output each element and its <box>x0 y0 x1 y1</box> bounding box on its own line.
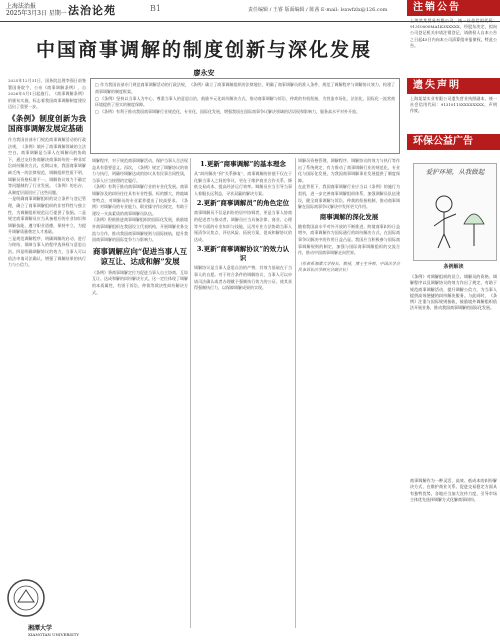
ad-head: 环保公益广告 <box>407 134 500 150</box>
university-logo <box>6 578 78 644</box>
numbered-subhead: 3.更新“商事调解协议”的效力认识 <box>196 245 290 263</box>
key-point: □ 作为我国首部专门规范商事调解活动的行政法规，《条例》确立了商事调解组织的法律地位，明确了商事调解员的准入条件，规范了调解程序与调解协议效力，构建了商事调解的制度框架。 <box>95 82 395 94</box>
article-column-4 <box>298 158 400 628</box>
article-title: 中国商事调解的制度创新与深化发展 <box>35 39 372 61</box>
cartoon-illustration-icon <box>414 164 496 260</box>
paragraph: 三是规范调解程序，明确调解的启动、进行与终结，保障当事人的程序选择权与意思自治。四是明确调解协议的效力，当事人可以依法申请司法确认，增强了调解结果的执行力与公信力。 <box>8 235 86 268</box>
subhead-1: 《条例》制度创新为我国商事调解发展定基础 <box>8 113 86 133</box>
author-note: （作者系湘潭大学校长、教授，博士生导师，中国法学会民事诉讼法学研究会副会长） <box>298 260 400 273</box>
sidebar-subhead-label: 条例解读 <box>443 264 464 270</box>
paragraph: 《条例》积极推进商事调解组织的国际化发展，鼓励境外商事调解组织在我国设立代表机构，开展调解业务交流与合作，推动我国商事调解规则与国际接轨，提升我国商事调解的国际竞争力与影响力。 <box>92 217 188 243</box>
paragraph: 随着我国高水平对外开放的不断推进，跨境商事纠纷日益增多，商事调解作为国际通行的纠纷解决方式，在国际商事争议解决中的作用日益凸显。我国应当积极参与国际商事调解规则的制定，加强与国际商事调解组织的交流合作，推动中国商事调解走向世界。 <box>298 223 400 256</box>
paragraph: 调解员资格管理、调解程序、调解协议的效力与执行等作出了系统规定，有力推动了商事调解行业的规范化、专业化与国际化发展，为我国商事调解事业发展提供了制度保障。 <box>298 158 400 183</box>
paragraph: 《条例》有利于推动商事调解行业的专业化发展。商事调解涉及的纠纷往往具有专业性强、标的额大、跨地域等特点，对调解员的专业素养提出了较高要求。《条例》对调解员的专业能力、职业操守作出规定，有助于建设一支高素质的商事调解员队伍。 <box>92 184 188 216</box>
paragraph: 调解协议是当事人意思自治的产物，其效力基础在于当事人的自愿。对于符合条件的调解协议，当事人可以申请司法确认或者办理赋予强制执行效力的公证，使其获得强制执行力，以保障调解成果的实现。 <box>194 265 292 291</box>
numbered-subhead: 2.更新“商事调解员”的角色定位 <box>196 199 290 208</box>
article-byline: 廖永安 <box>193 68 215 77</box>
logo-brand: 湘潭大学 <box>28 625 53 632</box>
notice-head: 注销公告 <box>407 0 500 16</box>
paragraph: 商事调解员不仅是纠纷的居中协调者，更是当事人协商的促进者与推动者。调解员应当具备法律、商业、心理等多方面的专业知识与技能，运用专业方法协助当事人厘清争议焦点、评估风险、拓展方案，促成和解协议的达成。 <box>194 210 292 242</box>
lost-declaration-text: 上海某某实业有限公司遗失营业执照副本，统一社会信用代码：91310115XXXXXXXX，声明作废。 <box>410 96 497 114</box>
numbered-subhead: 1.更新“商事调解”的基本理念 <box>200 160 286 168</box>
sidebar-subhead <box>407 262 500 272</box>
paragraph: 一是明确商事调解组织的设立条件与登记管理，确立了商事调解组织的非营利性与独立性，为调解组织规范运行提供了依据。二是规定商事调解员应当具备相应的专业知识和调解技能，遵守职业道德，保持中立，为提升调解质量奠定人才基础。 <box>8 196 86 235</box>
emblem-icon <box>6 578 46 618</box>
section-title: 法治论苑 <box>68 4 116 17</box>
key-point: □ 《条例》有利于推动我国商事调解行业规范化、专业化、国际化发展，增强我国在国际商事争议解决领域的话语权和影响力，服务高水平对外开放。 <box>95 109 361 115</box>
article-column-2 <box>92 158 188 628</box>
article-column-3 <box>194 158 292 628</box>
sidebar-paragraph: 《条例》对调解组织的设立、调解员的资格、调解程序以及调解协议的效力作出了规定，有助于规范商事调解活动，提升调解公信力，为当事人提供高效便捷的纠纷解决服务。与此同时，《条例》注重与国际规则接轨，鼓励境外调解组织依法开展业务，推动我国商事调解的国际化发展。 <box>410 274 497 311</box>
key-points-box <box>90 78 400 154</box>
lead-paragraph: 2025年12月31日，国务院总理李强日前签署国务院令，公布《商事调解条例》，自2026年5月1日起施行。《商事调解条例》的颁布实施，标志着我国商事调解制度建设迈出了重要一步。 <box>8 78 86 110</box>
article-column-1 <box>8 78 86 628</box>
section-subhead: 商事调解的深化发展 <box>319 212 379 221</box>
paragraph: 《条例》将商事调解定位为促进当事人自主协商、互谅互让、达成和解的纠纷解决方式。这一定位体现了调解的本质属性，有别于诉讼、仲裁等裁决性纠纷解决方式。 <box>92 269 188 295</box>
cartoon-caption: 爱护环境，从我做起 <box>425 168 485 176</box>
publication-date: 2025年3月3日 星期一 <box>6 10 67 17</box>
notice-text: 上海某某贸易有限公司，统一社会信用代码：91310000MA1K3XXXXX，经股东决定，拟向公司登记机关申请注销登记，请债权人自本公告之日起45日内向本公司清算组申报债权。特此公告。 <box>410 18 497 48</box>
editor-line: 责任编辑 / 王睿 版面编辑 / 陈茜 E-mail: lsxwfzlx@126.com <box>248 7 388 13</box>
column-divider <box>295 158 296 628</box>
sidebar <box>407 0 500 631</box>
paragraph: 从“纠纷解决”到“关系修复”，商事调解的价值不仅在于化解当事人之间的争议，更在于维护商业合作关系、降低交易成本、提高经济运行效率。调解员应当引导当事人着眼长远利益，寻求双赢的解决方案。 <box>194 171 292 196</box>
environment-cartoon <box>413 163 497 261</box>
key-point: □ 《条例》坚持以当事人为中心，尊重当事人的意思自治，鼓励多元化纠纷解决方式，推动商事调解与诉讼、仲裁的有机衔接，为营造市场化、法治化、国际化一流营商环境提供了坚实的制度保障。 <box>95 95 395 108</box>
page-number: B1 <box>150 4 161 13</box>
publication-info <box>6 3 67 17</box>
paragraph: 调解程序，对于规范商事调解活动、保护当事人合法权益具有重要意义。再次，《条例》规定了调解协议的效力与执行，明确经调解达成的协议具有民事合同性质，当事人应当按照约定履行。 <box>92 158 188 183</box>
paragraph: 作为我国首部专门规范商事调解活动的行政法规，《条例》填补了商事调解领域的立法空白。商事调解是当事人在调解员的协助下，通过友好协商解决商事纠纷的一种非诉讼纠纷解决方式。长期以来，我国商事调解缺乏统一的法律规范，调解组织性质不明、调解员资格标准不一、调解协议效力不确定等问题制约了行业发展。《条例》的出台，从制度层面回应了这些问题。 <box>8 136 86 195</box>
article-area <box>0 22 405 637</box>
paragraph: 在此背景下，我国商事调解行业应当以《条例》的施行为契机，进一步完善商事调解组织体系，加强调解员队伍建设，健全商事调解与诉讼、仲裁的衔接机制，推动商事调解在国际商事争议解决中发挥更大作用。 <box>298 184 400 210</box>
sidebar-paragraph: 商事调解作为一种灵活、高效、低成本的纠纷解决方式，在维护商业关系、促进交易稳定方面具有独特优势。各地应当加大宣传力度，引导市场主体优先选择调解方式化解商事纠纷。 <box>410 478 497 502</box>
subhead-2: 商事调解应向“促进当事人互谅互让、达成和解”发展 <box>92 246 188 266</box>
publication-name: 上海法治报 <box>6 3 37 10</box>
column-divider <box>190 158 191 628</box>
logo-motto: XIANGTAN UNIVERSITY <box>28 632 80 637</box>
lost-declaration-head: 遗失声明 <box>407 78 500 94</box>
